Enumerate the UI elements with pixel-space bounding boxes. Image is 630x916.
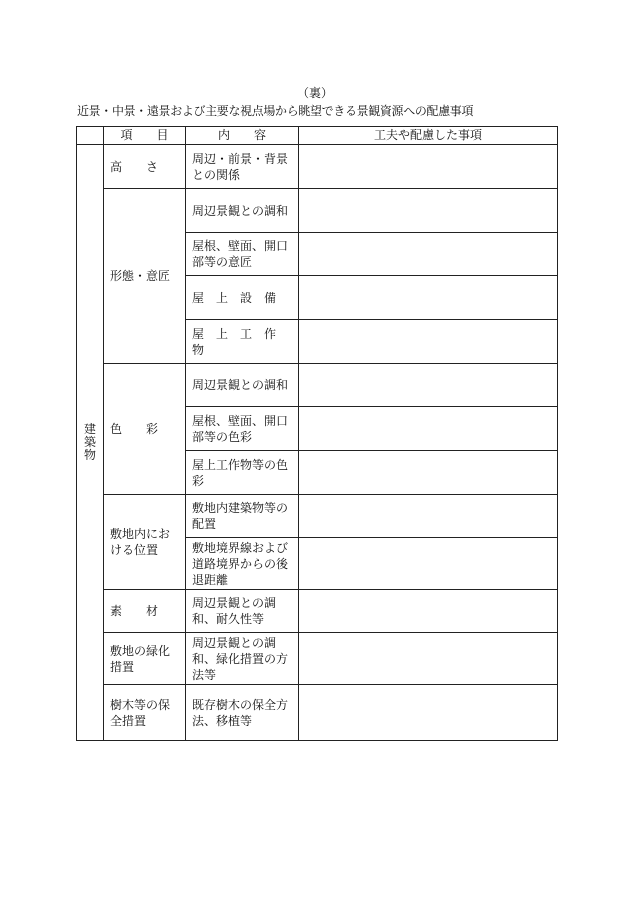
content-label: 既存樹木の保全方法、移植等 (192, 697, 289, 728)
content-cell (186, 233, 299, 276)
table-row (77, 189, 558, 233)
table-row (77, 364, 558, 407)
form-heading: 近景・中景・遠景および主要な視点場から眺望できる景観資源への配慮事項 (77, 104, 474, 118)
item-cell-form-design (104, 189, 186, 364)
item-cell-tree-conservation (104, 685, 186, 741)
notes-cell[interactable] (299, 276, 558, 320)
notes-cell[interactable] (299, 364, 558, 407)
content-cell (186, 495, 299, 538)
header-notes: 工夫や配慮した事項 (299, 127, 558, 145)
header-item: 項 目 (104, 127, 186, 145)
item-cell-color (104, 364, 186, 495)
content-label: 周辺・前景・背景との関係 (192, 151, 289, 182)
notes-cell[interactable] (299, 633, 558, 685)
notes-cell[interactable] (299, 538, 558, 590)
content-cell (186, 145, 299, 189)
landscape-consideration-table (76, 126, 558, 741)
item-label: 敷地の緑化措置 (110, 643, 171, 674)
notes-cell[interactable] (299, 407, 558, 451)
table-header-row (77, 127, 558, 145)
content-label: 屋上工作物等の色彩 (192, 457, 289, 488)
item-label: 高 さ (110, 159, 159, 174)
content-cell (186, 364, 299, 407)
notes-cell[interactable] (299, 145, 558, 189)
table-row (77, 685, 558, 741)
item-label: 敷地内における位置 (110, 527, 171, 557)
item-cell-site-position (104, 495, 186, 590)
content-label: 屋 上 設 備 (192, 290, 277, 305)
content-label: 周辺景観との調和、耐久性等 (192, 596, 277, 626)
table-row (77, 633, 558, 685)
notes-cell[interactable] (299, 451, 558, 495)
category-label: 建築物 (83, 421, 96, 462)
item-cell-greening (104, 633, 186, 685)
content-cell (186, 590, 299, 633)
content-label: 屋根、壁面、開口部等の色彩 (192, 413, 289, 444)
content-label: 屋 上 工 作 物 (192, 326, 289, 357)
content-label: 周辺景観との調和、緑化措置の方法等 (192, 635, 289, 682)
page-mark: （裏） (296, 86, 333, 100)
table-row (77, 145, 558, 189)
notes-cell[interactable] (299, 685, 558, 741)
notes-cell[interactable] (299, 233, 558, 276)
category-cell (77, 145, 104, 741)
item-label: 樹木等の保全措置 (110, 697, 171, 728)
content-cell (186, 451, 299, 495)
content-cell (186, 633, 299, 685)
content-cell (186, 685, 299, 741)
content-cell (186, 276, 299, 320)
content-cell (186, 407, 299, 451)
header-blank-cell (77, 127, 104, 145)
table-row (77, 495, 558, 538)
header-content: 内 容 (186, 127, 299, 145)
notes-cell[interactable] (299, 189, 558, 233)
content-label: 敷地内建築物等の配置 (192, 501, 289, 531)
item-cell-material (104, 590, 186, 633)
notes-cell[interactable] (299, 590, 558, 633)
item-cell-height (104, 145, 186, 189)
content-label: 周辺景観との調和 (192, 203, 289, 218)
notes-cell[interactable] (299, 495, 558, 538)
content-cell (186, 538, 299, 590)
item-label: 形態・意匠 (110, 269, 171, 283)
item-label: 色 彩 (110, 422, 159, 436)
table-row (77, 590, 558, 633)
content-label: 屋根、壁面、開口部等の意匠 (192, 239, 289, 269)
content-cell (186, 320, 299, 364)
content-cell (186, 189, 299, 233)
item-label: 素 材 (110, 604, 159, 618)
notes-cell[interactable] (299, 320, 558, 364)
content-label: 敷地境界線および道路境界からの後退距離 (192, 540, 289, 587)
content-label: 周辺景観との調和 (192, 378, 289, 392)
